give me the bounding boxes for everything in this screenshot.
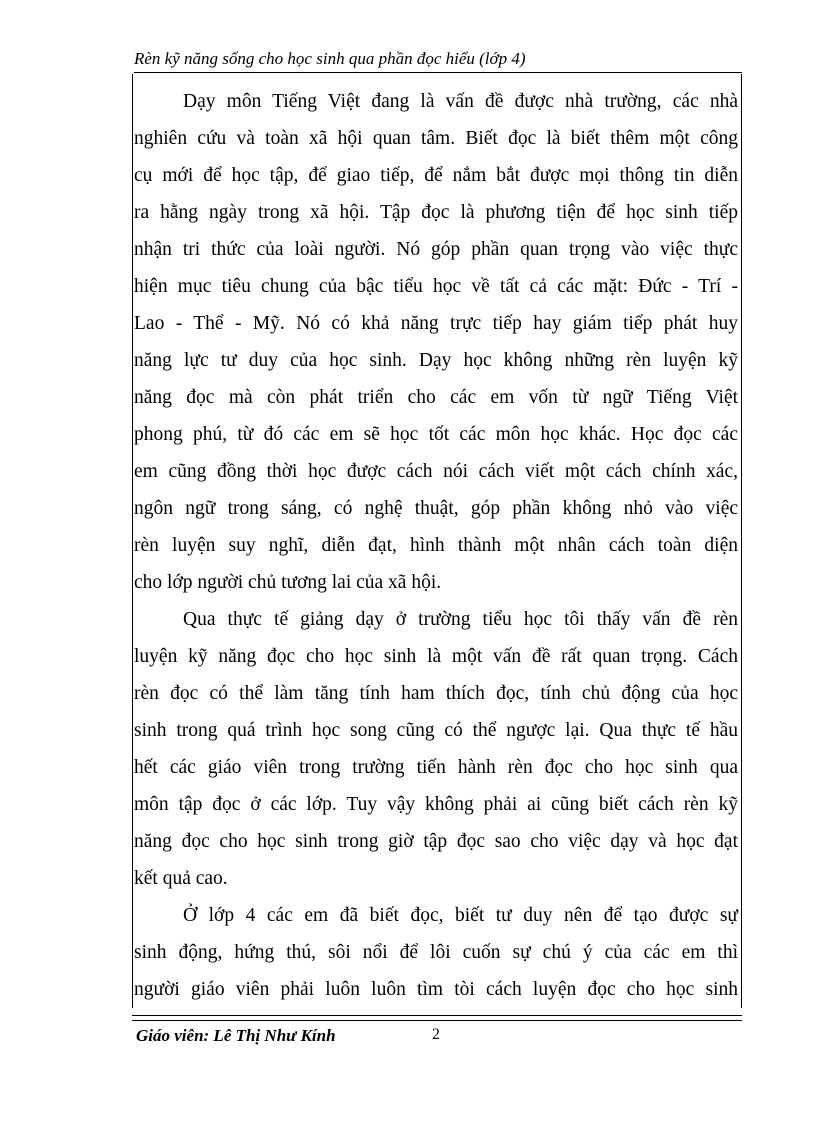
text-line: cụ mới để học tập, để giao tiếp, để nắm bắt được mọi thông tin diễn: [134, 165, 738, 186]
footer-rule-thick: [132, 1015, 742, 1016]
text-line: nhận tri thức của loài người. Nó góp phần quan trọng vào việc thực: [134, 239, 738, 260]
text-line: môn tập đọc ở các lớp. Tuy vậy không phải ai cũng biết cách rèn kỹ: [134, 794, 738, 815]
text-line: em cũng đồng thời học được cách nói cách viết một cách chính xác,: [134, 461, 738, 482]
text-line: rèn đọc có thể làm tăng tính ham thích đọc, tính chủ động của học: [134, 683, 738, 704]
text-line: phong phú, từ đó các em sẽ học tốt các môn học khác. Học đọc các: [134, 424, 738, 445]
header-rule: [134, 72, 742, 73]
body-text: [134, 83, 738, 1008]
text-line: rèn luyện suy nghĩ, diễn đạt, hình thành một nhân cách toàn diện: [134, 535, 738, 556]
text-line: Lao - Thể - Mỹ. Nó có khả năng trực tiếp hay giám tiếp phát huy: [134, 313, 738, 334]
page-header: [134, 48, 742, 70]
text-line: hết các giáo viên trong trường tiến hành rèn đọc cho học sinh qua: [134, 757, 738, 778]
text-line: hiện mục tiêu chung của bậc tiểu học về tất cả các mặt: Đức - Trí -: [134, 276, 738, 297]
text-line: sinh động, hứng thú, sôi nổi để lôi cuốn sự chú ý của các em thì: [134, 942, 738, 963]
text-line: cho lớp người chủ tương lai của xã hội.: [134, 572, 442, 593]
text-line: Ở lớp 4 các em đã biết đọc, biết tư duy nên để tạo được sự: [183, 905, 738, 926]
text-line: nghiên cứu và toàn xã hội quan tâm. Biết đọc là biết thêm một công: [134, 128, 738, 149]
text-line: năng đọc mà còn phát triển cho các em vốn từ ngữ Tiếng Việt: [134, 387, 738, 408]
text-line: Qua thực tế giảng dạy ở trường tiểu học tôi thấy vấn đề rèn: [183, 609, 738, 630]
text-line: luyện kỹ năng đọc cho học sinh là một vấn đề rất quan trọng. Cách: [134, 646, 738, 667]
text-line: kết quả cao.: [134, 868, 228, 889]
text-line: ngôn ngữ trong sáng, có nghệ thuật, góp phần không nhỏ vào việc: [134, 498, 738, 519]
text-line: năng đọc cho học sinh trong giờ tập đọc sao cho việc dạy và học đạt: [134, 831, 738, 852]
text-line: người giáo viên phải luôn luôn tìm tòi cách luyện đọc cho học sinh: [134, 979, 738, 1000]
text-line: sinh trong quá trình học song cũng có thể ngược lại. Qua thực tế hầu: [134, 720, 738, 741]
page-number: 2: [432, 1026, 440, 1043]
text-line: năng lực tư duy của học sinh. Dạy học không những rèn luyện kỹ: [134, 350, 738, 371]
footer-author: Giáo viên: Lê Thị Như Kính: [136, 1026, 336, 1045]
text-line: ra hằng ngày trong xã hội. Tập đọc là phương tiện để học sinh tiếp: [134, 202, 738, 223]
footer-rule-thin: [132, 1020, 742, 1021]
text-line: Dạy môn Tiếng Việt đang là vấn đề được nhà trường, các nhà: [183, 91, 738, 112]
header-title: Rèn kỹ năng sống cho học sinh qua phần đọc hiểu (lớp 4): [134, 49, 526, 68]
